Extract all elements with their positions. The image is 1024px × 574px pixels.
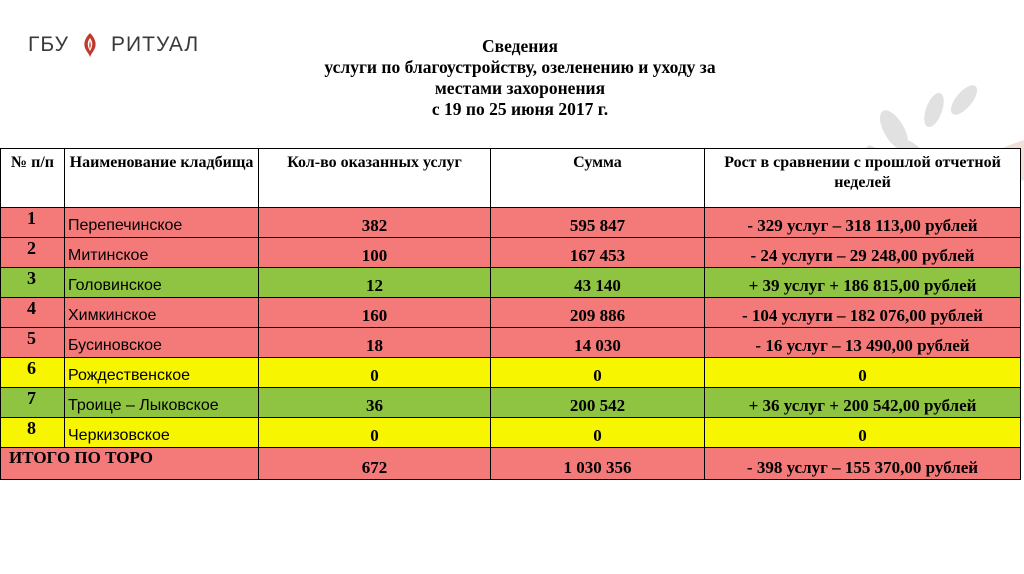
growth-value: - 16 услуг – 13 490,00 рублей xyxy=(705,328,1021,358)
title-line-2: услуги по благоустройству, озеленению и уходу за xyxy=(324,57,716,77)
row-number: 4 xyxy=(1,298,65,328)
table-row xyxy=(1,358,1021,388)
header-growth: Рост в сравнении с прошлой отчетной неделей xyxy=(705,149,1021,208)
table-row xyxy=(1,328,1021,358)
cemetery-name: Рождественское xyxy=(65,358,259,388)
row-number: 5 xyxy=(1,328,65,358)
cemetery-name: Митинское xyxy=(65,238,259,268)
sum-value: 595 847 xyxy=(491,208,705,238)
row-number: 3 xyxy=(1,268,65,298)
sum-value: 200 542 xyxy=(491,388,705,418)
service-count: 160 xyxy=(259,298,491,328)
service-count: 12 xyxy=(259,268,491,298)
growth-value: - 104 услуги – 182 076,00 рублей xyxy=(705,298,1021,328)
sum-value: 43 140 xyxy=(491,268,705,298)
title-line-3: местами захоронения xyxy=(434,78,606,98)
total-service-count: 672 xyxy=(259,448,491,480)
header-service-count: Кол-во оказанных услуг xyxy=(259,149,491,208)
table-header-row xyxy=(1,149,1021,208)
sum-value: 209 886 xyxy=(491,298,705,328)
cemetery-name: Перепечинское xyxy=(65,208,259,238)
sum-value: 0 xyxy=(491,418,705,448)
logo-left-text: ГБУ xyxy=(28,33,70,56)
service-count: 36 xyxy=(259,388,491,418)
cemetery-name: Бусиновское xyxy=(65,328,259,358)
growth-value: 0 xyxy=(705,418,1021,448)
row-number: 8 xyxy=(1,418,65,448)
growth-value: + 36 услуг + 200 542,00 рублей xyxy=(705,388,1021,418)
service-count: 0 xyxy=(259,418,491,448)
title-line-1: Сведения xyxy=(482,36,558,56)
growth-value: 0 xyxy=(705,358,1021,388)
header-cemetery-name: Наименование кладбища xyxy=(65,149,259,208)
cemetery-name: Химкинское xyxy=(65,298,259,328)
growth-value: + 39 услуг + 186 815,00 рублей xyxy=(705,268,1021,298)
row-number: 1 xyxy=(1,208,65,238)
logo-right-text: РИТУАЛ xyxy=(111,33,200,56)
row-number: 2 xyxy=(1,238,65,268)
sum-value: 167 453 xyxy=(491,238,705,268)
growth-value: - 329 услуг – 318 113,00 рублей xyxy=(705,208,1021,238)
cemetery-name: Троице – Лыковское xyxy=(65,388,259,418)
service-count: 382 xyxy=(259,208,491,238)
total-sum: 1 030 356 xyxy=(491,448,705,480)
table-row xyxy=(1,388,1021,418)
total-row xyxy=(1,448,1021,480)
service-count: 0 xyxy=(259,358,491,388)
flame-leaf-icon xyxy=(75,30,105,60)
header-sum: Сумма xyxy=(491,149,705,208)
total-growth: - 398 услуг – 155 370,00 рублей xyxy=(705,448,1021,480)
sum-value: 0 xyxy=(491,358,705,388)
table-row xyxy=(1,298,1021,328)
sum-value: 14 030 xyxy=(491,328,705,358)
service-count: 100 xyxy=(259,238,491,268)
page-title xyxy=(240,36,800,120)
cemetery-name: Головинское xyxy=(65,268,259,298)
table-row xyxy=(1,208,1021,238)
service-count: 18 xyxy=(259,328,491,358)
header-number: № п/п xyxy=(1,149,65,208)
table-row xyxy=(1,418,1021,448)
logo xyxy=(28,28,199,62)
row-number: 7 xyxy=(1,388,65,418)
cemetery-services-table xyxy=(0,148,1021,480)
total-label: ИТОГО ПО ТОРО xyxy=(1,448,259,480)
cemetery-name: Черкизовское xyxy=(65,418,259,448)
title-line-4: с 19 по 25 июня 2017 г. xyxy=(431,99,609,119)
table-row xyxy=(1,238,1021,268)
table-row xyxy=(1,268,1021,298)
growth-value: - 24 услуги – 29 248,00 рублей xyxy=(705,238,1021,268)
row-number: 6 xyxy=(1,358,65,388)
